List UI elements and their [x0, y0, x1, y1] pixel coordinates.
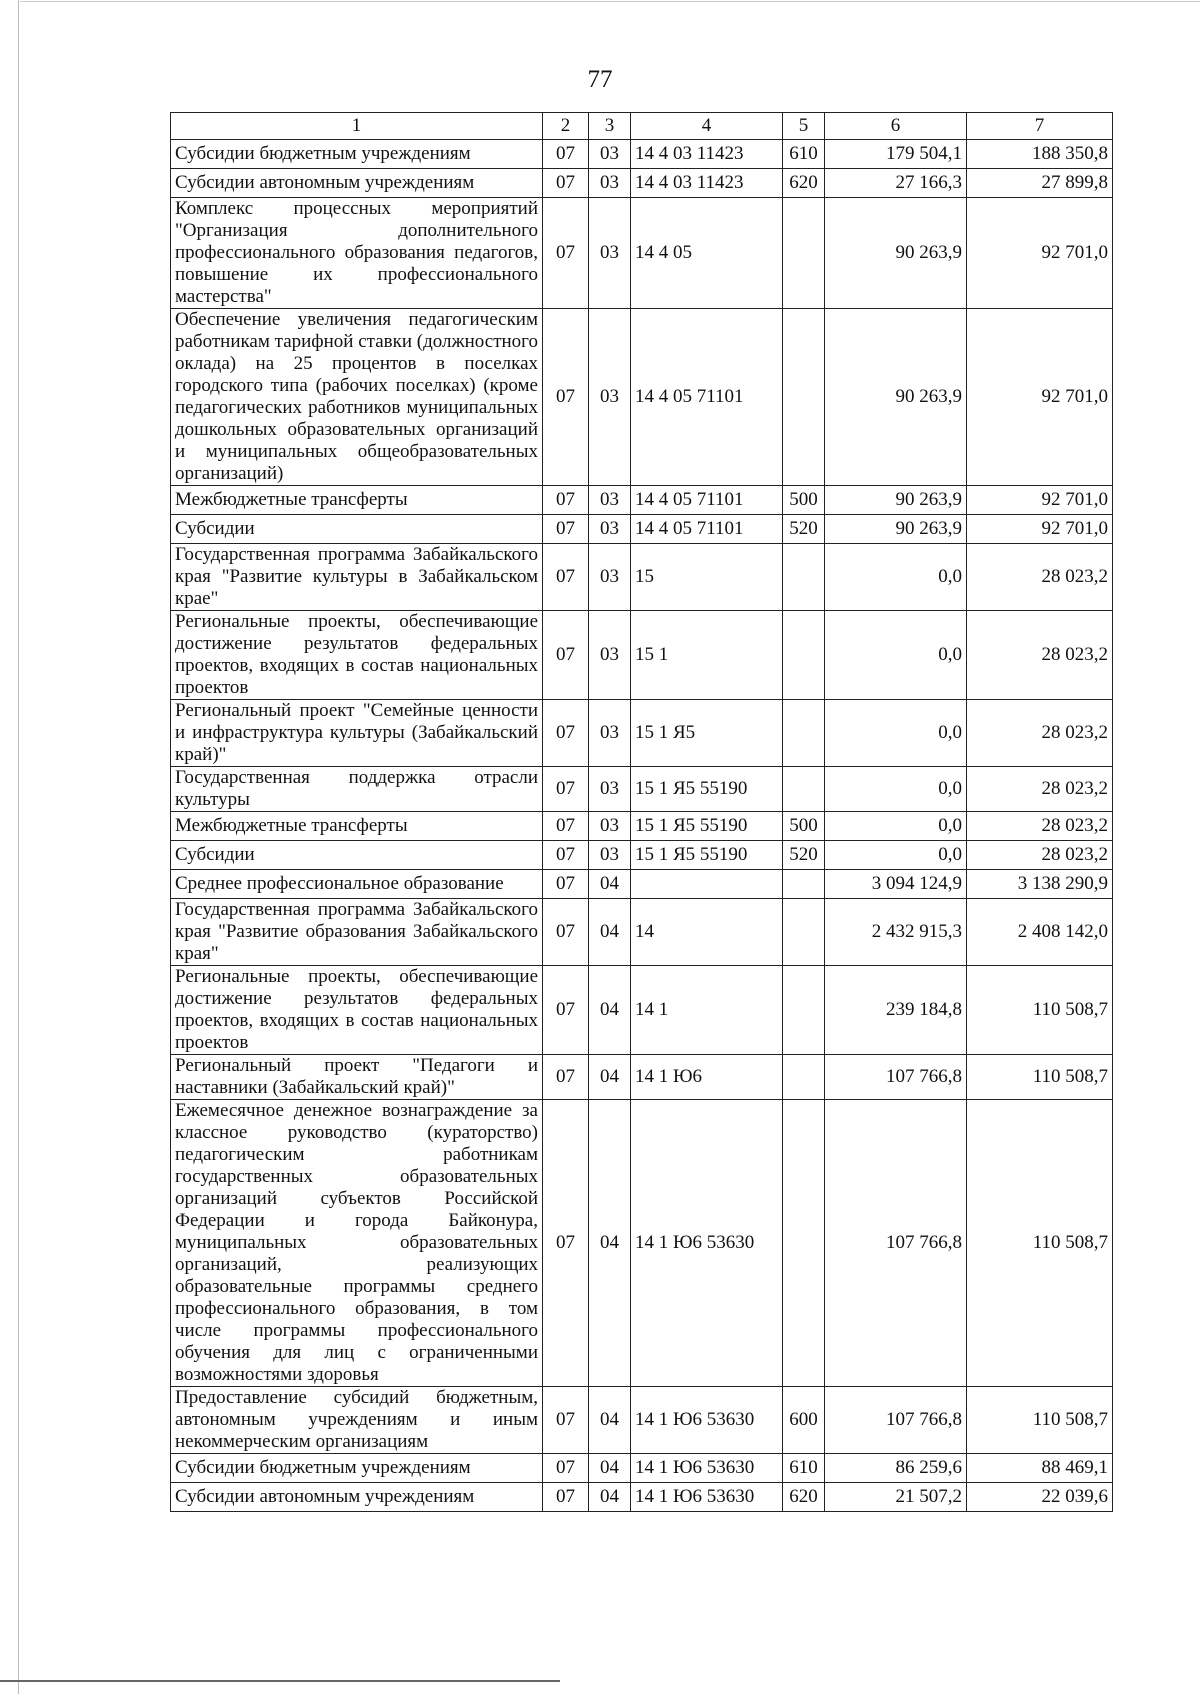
- cell-subsection: 03: [589, 700, 631, 767]
- cell-expense-type: [783, 870, 825, 899]
- cell-expense-type: [783, 198, 825, 309]
- cell-article: 15 1 Я5 55190: [631, 812, 783, 841]
- page-number: 77: [587, 66, 613, 93]
- cell-subsection: 03: [589, 812, 631, 841]
- cell-amount-year2: 28 023,2: [967, 767, 1113, 812]
- cell-subsection: 03: [589, 169, 631, 198]
- cell-article: [631, 870, 783, 899]
- table-row: [171, 611, 1113, 700]
- cell-subsection: 04: [589, 1100, 631, 1387]
- cell-expense-type: [783, 1100, 825, 1387]
- cell-subsection: 04: [589, 1055, 631, 1100]
- cell-amount-year2: 3 138 290,9: [967, 870, 1113, 899]
- cell-article: 15 1 Я5 55190: [631, 767, 783, 812]
- cell-section: 07: [543, 1483, 589, 1512]
- cell-name: Государственная поддержка отрасли культуры: [171, 767, 543, 812]
- cell-expense-type: [783, 611, 825, 700]
- table-row: [171, 1454, 1113, 1483]
- cell-section: 07: [543, 1100, 589, 1387]
- cell-name: Государственная программа Забайкальского края "Развитие образования Забайкальского края": [171, 899, 543, 966]
- cell-section: 07: [543, 169, 589, 198]
- cell-section: 07: [543, 700, 589, 767]
- cell-amount-year2: 92 701,0: [967, 309, 1113, 486]
- cell-amount-year1: 21 507,2: [825, 1483, 967, 1512]
- cell-name: Субсидии автономным учреждениям: [171, 169, 543, 198]
- cell-subsection: 03: [589, 515, 631, 544]
- cell-expense-type: [783, 309, 825, 486]
- cell-article: 14 1: [631, 966, 783, 1055]
- table-row: [171, 1483, 1113, 1512]
- table-row: [171, 140, 1113, 169]
- cell-expense-type: 520: [783, 515, 825, 544]
- table-row: [171, 870, 1113, 899]
- cell-name: Государственная программа Забайкальского края "Развитие культуры в Забайкальском крае": [171, 544, 543, 611]
- cell-amount-year1: 90 263,9: [825, 486, 967, 515]
- cell-amount-year1: 0,0: [825, 700, 967, 767]
- cell-subsection: 04: [589, 1454, 631, 1483]
- table-row: [171, 767, 1113, 812]
- table-row: [171, 1100, 1113, 1387]
- cell-article: 15: [631, 544, 783, 611]
- cell-subsection: 03: [589, 544, 631, 611]
- cell-amount-year1: 90 263,9: [825, 198, 967, 309]
- cell-amount-year2: 110 508,7: [967, 1055, 1113, 1100]
- cell-section: 07: [543, 515, 589, 544]
- cell-section: 07: [543, 812, 589, 841]
- table-row: [171, 1387, 1113, 1454]
- cell-section: 07: [543, 841, 589, 870]
- cell-expense-type: [783, 767, 825, 812]
- cell-name: Ежемесячное денежное вознаграждение за классное руководство (кураторство) педагогическим работникам государственных образовательных организаций субъектов Российской Федерации и города Байконура, муниципальных образовательных организаций, реализующих образовательные программы среднего профессионального образования, в том числе программы профессионального обучения для лиц с ограниченными возможностями здоровья: [171, 1100, 543, 1387]
- cell-amount-year2: 28 023,2: [967, 812, 1113, 841]
- cell-article: 14 4 03 11423: [631, 140, 783, 169]
- cell-section: 07: [543, 486, 589, 515]
- cell-article: 14: [631, 899, 783, 966]
- cell-amount-year1: 0,0: [825, 611, 967, 700]
- cell-subsection: 04: [589, 870, 631, 899]
- header-col-3: 3: [589, 113, 631, 140]
- cell-expense-type: 620: [783, 1483, 825, 1512]
- cell-amount-year2: 110 508,7: [967, 966, 1113, 1055]
- cell-expense-type: 610: [783, 1454, 825, 1483]
- cell-section: 07: [543, 899, 589, 966]
- cell-amount-year2: 28 023,2: [967, 544, 1113, 611]
- scan-border-bottom: [0, 1680, 560, 1682]
- table-row: [171, 841, 1113, 870]
- table-row: [171, 700, 1113, 767]
- scan-border-top: [20, 1, 1200, 2]
- cell-amount-year2: 2 408 142,0: [967, 899, 1113, 966]
- cell-subsection: 03: [589, 140, 631, 169]
- cell-article: 14 1 Ю6 53630: [631, 1454, 783, 1483]
- cell-section: 07: [543, 966, 589, 1055]
- cell-name: Обеспечение увеличения педагогическим работникам тарифной ставки (должностного оклада) на 25 процентов в поселках городского типа (рабочих поселках) (кроме педагогических работников муниципальных дошкольных образовательных организаций и муниципальных общеобразовательных организаций): [171, 309, 543, 486]
- cell-section: 07: [543, 611, 589, 700]
- cell-section: 07: [543, 870, 589, 899]
- cell-name: Субсидии: [171, 515, 543, 544]
- cell-amount-year1: 2 432 915,3: [825, 899, 967, 966]
- cell-expense-type: 500: [783, 486, 825, 515]
- budget-table: [170, 112, 1113, 1512]
- cell-amount-year2: 28 023,2: [967, 841, 1113, 870]
- cell-subsection: 03: [589, 309, 631, 486]
- cell-amount-year1: 0,0: [825, 812, 967, 841]
- table-body: [171, 140, 1113, 1512]
- table-row: [171, 899, 1113, 966]
- cell-name: Субсидии бюджетным учреждениям: [171, 140, 543, 169]
- cell-name: Субсидии бюджетным учреждениям: [171, 1454, 543, 1483]
- cell-subsection: 04: [589, 966, 631, 1055]
- cell-name: Комплекс процессных мероприятий "Организация дополнительного профессионального образования педагогов, повышение их профессионального мастерства": [171, 198, 543, 309]
- cell-amount-year1: 0,0: [825, 767, 967, 812]
- cell-article: 14 1 Ю6 53630: [631, 1483, 783, 1512]
- cell-article: 14 1 Ю6 53630: [631, 1387, 783, 1454]
- cell-section: 07: [543, 198, 589, 309]
- table-row: [171, 812, 1113, 841]
- cell-amount-year2: 88 469,1: [967, 1454, 1113, 1483]
- cell-amount-year1: 0,0: [825, 841, 967, 870]
- cell-section: 07: [543, 767, 589, 812]
- table-row: [171, 486, 1113, 515]
- cell-name: Среднее профессиональное образование: [171, 870, 543, 899]
- cell-subsection: 03: [589, 841, 631, 870]
- cell-amount-year2: 92 701,0: [967, 486, 1113, 515]
- table-row: [171, 169, 1113, 198]
- cell-section: 07: [543, 1387, 589, 1454]
- cell-amount-year1: 107 766,8: [825, 1055, 967, 1100]
- cell-name: Субсидии: [171, 841, 543, 870]
- cell-amount-year2: 27 899,8: [967, 169, 1113, 198]
- cell-article: 14 4 05 71101: [631, 486, 783, 515]
- cell-amount-year2: 188 350,8: [967, 140, 1113, 169]
- header-col-2: 2: [543, 113, 589, 140]
- cell-name: Межбюджетные трансферты: [171, 812, 543, 841]
- cell-subsection: 04: [589, 1483, 631, 1512]
- cell-subsection: 03: [589, 611, 631, 700]
- cell-name: Межбюджетные трансферты: [171, 486, 543, 515]
- cell-expense-type: [783, 544, 825, 611]
- cell-amount-year2: 22 039,6: [967, 1483, 1113, 1512]
- cell-article: 14 4 05 71101: [631, 309, 783, 486]
- cell-section: 07: [543, 140, 589, 169]
- cell-section: 07: [543, 1055, 589, 1100]
- header-col-6: 6: [825, 113, 967, 140]
- cell-amount-year1: 107 766,8: [825, 1387, 967, 1454]
- cell-amount-year1: 0,0: [825, 544, 967, 611]
- cell-name: Региональный проект "Педагоги и наставники (Забайкальский край)": [171, 1055, 543, 1100]
- cell-amount-year2: 28 023,2: [967, 611, 1113, 700]
- cell-subsection: 03: [589, 198, 631, 309]
- cell-article: 14 4 05 71101: [631, 515, 783, 544]
- cell-section: 07: [543, 309, 589, 486]
- cell-expense-type: [783, 966, 825, 1055]
- table-row: [171, 515, 1113, 544]
- table-row: [171, 966, 1113, 1055]
- cell-amount-year2: 110 508,7: [967, 1100, 1113, 1387]
- cell-amount-year1: 179 504,1: [825, 140, 967, 169]
- cell-expense-type: 620: [783, 169, 825, 198]
- cell-name: Региональные проекты, обеспечивающие достижение результатов федеральных проектов, входящих в состав национальных проектов: [171, 611, 543, 700]
- cell-amount-year1: 3 094 124,9: [825, 870, 967, 899]
- cell-expense-type: 610: [783, 140, 825, 169]
- cell-expense-type: 600: [783, 1387, 825, 1454]
- table-row: [171, 1055, 1113, 1100]
- header-row: [171, 113, 1113, 140]
- table-row: [171, 309, 1113, 486]
- cell-name: Региональный проект "Семейные ценности и инфраструктура культуры (Забайкальский край)": [171, 700, 543, 767]
- cell-subsection: 03: [589, 486, 631, 515]
- cell-article: 15 1 Я5 55190: [631, 841, 783, 870]
- cell-expense-type: 500: [783, 812, 825, 841]
- cell-subsection: 04: [589, 899, 631, 966]
- cell-amount-year1: 90 263,9: [825, 515, 967, 544]
- cell-name: Региональные проекты, обеспечивающие достижение результатов федеральных проектов, входящих в состав национальных проектов: [171, 966, 543, 1055]
- cell-amount-year1: 90 263,9: [825, 309, 967, 486]
- header-col-7: 7: [967, 113, 1113, 140]
- cell-article: 15 1 Я5: [631, 700, 783, 767]
- cell-subsection: 03: [589, 767, 631, 812]
- cell-amount-year1: 239 184,8: [825, 966, 967, 1055]
- header-col-4: 4: [631, 113, 783, 140]
- cell-section: 07: [543, 544, 589, 611]
- cell-section: 07: [543, 1454, 589, 1483]
- cell-expense-type: 520: [783, 841, 825, 870]
- cell-amount-year1: 86 259,6: [825, 1454, 967, 1483]
- table-row: [171, 544, 1113, 611]
- cell-amount-year2: 28 023,2: [967, 700, 1113, 767]
- cell-name: Субсидии автономным учреждениям: [171, 1483, 543, 1512]
- table-row: [171, 198, 1113, 309]
- cell-amount-year1: 27 166,3: [825, 169, 967, 198]
- table-header: [171, 113, 1113, 140]
- scan-border-left: [18, 0, 19, 1694]
- header-col-5: 5: [783, 113, 825, 140]
- cell-name: Предоставление субсидий бюджетным, автономным учреждениям и иным некоммерческим организациям: [171, 1387, 543, 1454]
- cell-article: 14 4 03 11423: [631, 169, 783, 198]
- cell-expense-type: [783, 899, 825, 966]
- cell-article: 15 1: [631, 611, 783, 700]
- cell-article: 14 4 05: [631, 198, 783, 309]
- cell-article: 14 1 Ю6 53630: [631, 1100, 783, 1387]
- cell-amount-year1: 107 766,8: [825, 1100, 967, 1387]
- cell-amount-year2: 110 508,7: [967, 1387, 1113, 1454]
- cell-amount-year2: 92 701,0: [967, 515, 1113, 544]
- cell-expense-type: [783, 700, 825, 767]
- cell-subsection: 04: [589, 1387, 631, 1454]
- header-col-1: 1: [171, 113, 543, 140]
- cell-expense-type: [783, 1055, 825, 1100]
- cell-article: 14 1 Ю6: [631, 1055, 783, 1100]
- cell-amount-year2: 92 701,0: [967, 198, 1113, 309]
